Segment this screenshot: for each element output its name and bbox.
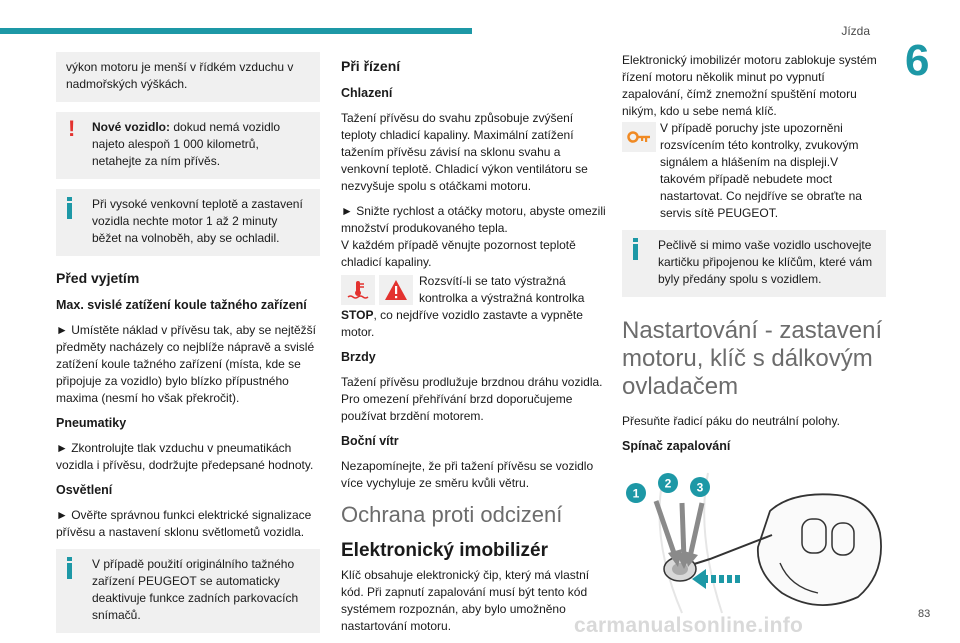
info-box-parking-sensors bbox=[56, 549, 320, 633]
warning-body: dokud nemá vozidlo najeto alespoň 1 000 kilometrů, netahejte za ním přívěs. bbox=[92, 120, 281, 168]
heading-lights: Osvětlení bbox=[56, 483, 113, 497]
paragraph-immobiliser-2: Elektronický imobilizér motoru zablokuje systém řízení motoru několik minut po vypnutí zapalování, čímž znemožní spuštění motoru nikým, kdo u sebe nemá klíč. bbox=[622, 53, 877, 118]
column-2 bbox=[341, 52, 607, 643]
watermark: carmanualsonline.info bbox=[574, 614, 804, 637]
heading-ignition-switch: Spínač zapalování bbox=[622, 439, 731, 453]
warning-lamp-row bbox=[341, 273, 607, 307]
note-text: výkon motoru je menší v řídkém vzduchu v nadmořských výškách. bbox=[66, 60, 294, 91]
paragraph-tyres: ► Zkontrolujte tlak vzduchu v pneumatikách vozidla i přívěsu, dodržujte předepsané hodnoty. bbox=[56, 441, 314, 472]
marker-1: 1 bbox=[632, 486, 640, 501]
paragraph-lamp-rest bbox=[341, 307, 607, 341]
info-icon bbox=[67, 557, 72, 579]
heading-brakes: Brzdy bbox=[341, 350, 376, 364]
fault-text: V případě poruchy jste upozorněni rozsvícením této kontrolky, zvukovým signálem a hlášením na displeji.V takovém případě nebudete moct nastartovat. Co nejdříve se obraťte na servis sítě PEUGEOT. bbox=[660, 121, 862, 220]
fault-lamp-icons bbox=[622, 122, 656, 152]
heading-tow-ball-load: Max. svislé zatížení koule tažného zařízení bbox=[56, 298, 307, 312]
chapter-number: 6 bbox=[905, 36, 930, 85]
info-icon bbox=[633, 238, 638, 260]
lamp-text-a: Rozsvítí-li se tato výstražná kontrolka a výstražná kontrolka bbox=[419, 274, 585, 305]
heading-side-wind: Boční vítr bbox=[341, 434, 399, 448]
info-box-key-card bbox=[622, 230, 886, 297]
marker-3: 3 bbox=[696, 480, 704, 495]
heading-electronic-immobiliser: Elektronický imobilizér bbox=[341, 540, 548, 561]
heading-tyres: Pneumatiky bbox=[56, 416, 127, 430]
paragraph-load: ► Umístěte náklad v přívěsu tak, aby se nejtěžší předměty nacházely co nejblíže nápravě a svislé zatížení koule tažného zařízení (místa, kde se připojuje za vozidlo) bylo blízko přípustného maxima (nesmí ho však překročit). bbox=[56, 323, 316, 405]
paragraph-lights: ► Ověřte správnou funkci elektrické signalizace přívěsu a nastavení sklonu světlometů vozidla. bbox=[56, 508, 312, 539]
column-3 bbox=[622, 52, 886, 624]
paragraph-neutral-gear: Přesuňte řadicí páku do neutrální polohy. bbox=[622, 414, 840, 428]
stop-label: STOP bbox=[341, 308, 374, 322]
warning-text bbox=[66, 116, 310, 170]
warning-exclamation-icon: ! bbox=[68, 116, 76, 141]
paragraph-side-wind: Nezapomínejte, že při tažení přívěsu se vozidlo více vychyluje ze směru kvůli větru. bbox=[341, 459, 594, 490]
heading-theft-protection: Ochrana proti odcizení bbox=[341, 502, 563, 527]
marker-2: 2 bbox=[664, 476, 672, 491]
paragraph-immobiliser: Klíč obsahuje elektronický čip, který má vlastní kód. Při zapnutí zapalování musí být tento kód systémem rozpoznán, aby bylo umožněno nastartování motoru. bbox=[341, 568, 590, 633]
info-box-cooling bbox=[56, 189, 320, 256]
warning-bold: Nové vozidlo: bbox=[92, 120, 171, 134]
info-text: Pečlivě si mimo vaše vozidlo uschovejte kartičku připojenou ke klíčům, které vám byly předány spolu s vozidlem. bbox=[658, 238, 873, 286]
info-text: V případě použití originálního tažného zařízení PEUGEOT se automaticky deaktivuje funkce zadních parkovacích snímačů. bbox=[92, 557, 299, 622]
paragraph-brakes: Tažení přívěsu prodlužuje brzdnou dráhu vozidla. Pro omezení přehřívání brzd doporučujeme používat brzdění motorem. bbox=[341, 375, 603, 423]
column-1 bbox=[56, 52, 320, 643]
info-icon bbox=[67, 197, 72, 219]
heading-before-departure: Před vyjetím bbox=[56, 270, 140, 286]
page-number: 83 bbox=[918, 608, 931, 620]
heading-while-driving: Při řízení bbox=[341, 58, 401, 74]
note-box-altitude bbox=[56, 52, 320, 102]
stop-warning-triangle-icon bbox=[379, 275, 413, 305]
paragraph-attention: V každém případě věnujte pozornost teplotě chladicí kapaliny. bbox=[341, 238, 576, 269]
key-warning-icon bbox=[622, 122, 656, 152]
section-label: Jízda bbox=[841, 24, 870, 38]
warning-box-new-vehicle bbox=[56, 112, 320, 179]
paragraph-cooling: Tažení přívěsu do svahu způsobuje zvýšení teploty chladicí kapaliny. Maximální zatížení tažením přívěsu závisí na sklonu svahu a venkovní teplotě. Chladicí výkon ventilátoru se nezvyšuje spolu s otáčkami motoru. bbox=[341, 111, 588, 193]
header-accent-bar bbox=[0, 28, 472, 34]
warning-lamp-icons bbox=[341, 275, 413, 305]
lamp-text-b: , co nejdříve vozidlo zastavte a vypněte motor. bbox=[341, 308, 583, 339]
heading-start-stop-engine: Nastartování - zastavení motoru, klíč s dálkovým ovladačem bbox=[622, 317, 883, 400]
fault-lamp-row bbox=[622, 120, 886, 222]
info-text: Při vysoké venkovní teplotě a zastavení vozidla nechte motor 1 až 2 minuty běžet na volnoběh, aby se ochladil. bbox=[92, 197, 303, 245]
ignition-key-illustration bbox=[622, 463, 886, 619]
paragraph-reduce-speed: ► Snižte rychlost a otáčky motoru, abyste omezili množství produkovaného tepla. bbox=[341, 204, 606, 235]
coolant-temperature-icon bbox=[341, 275, 375, 305]
heading-cooling: Chlazení bbox=[341, 86, 393, 100]
